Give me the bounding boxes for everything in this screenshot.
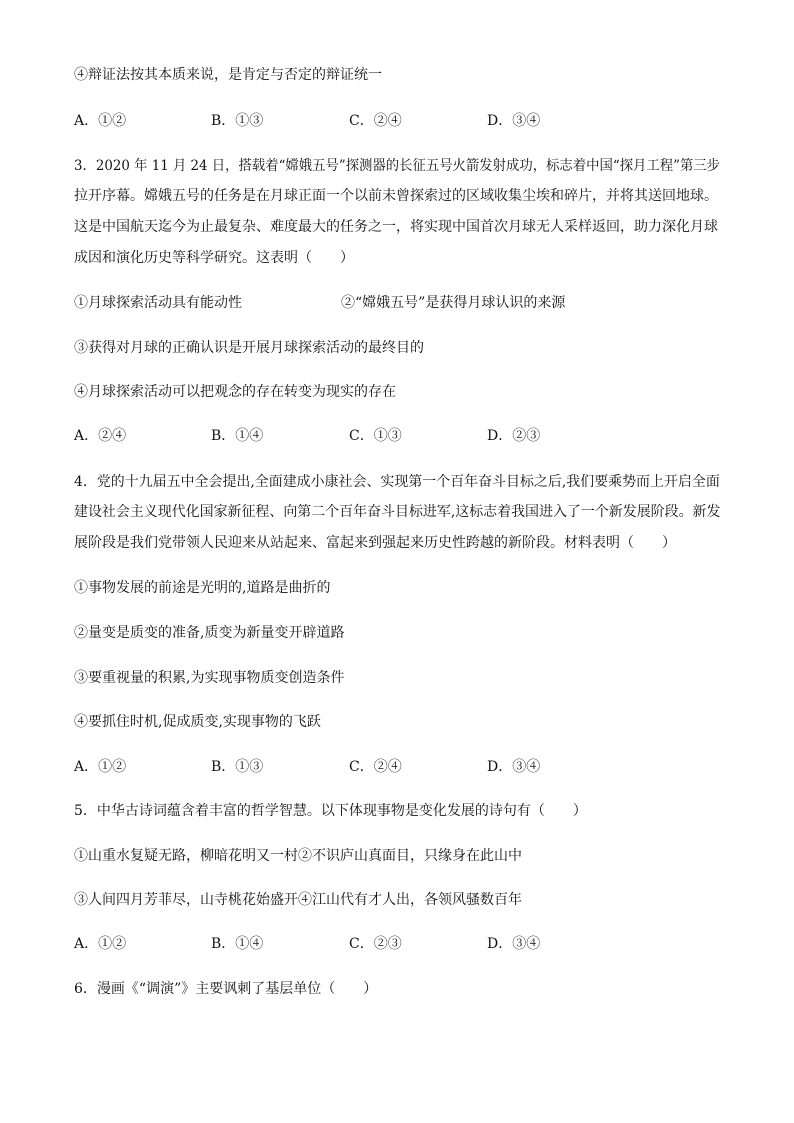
q2-statement-4: ④辩证法按其本质来说，是肯定与否定的辩证统一 (74, 67, 382, 83)
q3-option-a: A．②④ (74, 428, 127, 444)
q4-option-a: A．①② (74, 759, 127, 775)
q2-option-b: B．①③ (211, 113, 264, 129)
q3-stem-line-3: 这是中国航天迄今为止最复杂、难度最大的任务之一，将实现中国首次月球无人采样返回，助力深化月球 (74, 219, 718, 235)
q4-statement-4: ④要抓住时机,促成质变,实现事物的飞跃 (74, 714, 321, 730)
q5-option-d: D．③④ (487, 936, 541, 952)
q3-stem-line-1: 3．2020 年 11 月 24 日，搭载着“嫦娥五号”探测器的长征五号火箭发射成功，标志着中国“探月工程”第三步 (74, 158, 721, 174)
q5-stem: 5．中华古诗词蕴含着丰富的哲学智慧。以下体现事物是变化发展的诗句有（ ） (74, 803, 587, 819)
q5-option-c: C．②③ (349, 936, 402, 952)
q3-stem-line-2: 拉开序幕。嫦娥五号的任务是在月球正面一个以前未曾探索过的区域收集尘埃和碎片，并将其送回地球。 (74, 188, 718, 204)
q3-stem-line-4: 成因和演化历史等科学研究。这表明（ ） (74, 250, 354, 266)
q2-option-a: A．①② (74, 113, 127, 129)
q3-option-b: B．①④ (211, 428, 264, 444)
q4-stem-line-1: 4．党的十九届五中全会提出,全面建成小康社会、实现第一个百年奋斗目标之后,我们要乘势而上开启全面 (74, 474, 720, 490)
q2-option-d: D．③④ (487, 113, 541, 129)
q4-stem-line-2: 建设社会主义现代化国家新征程、向第二个百年奋斗目标进军,这标志着我国进入了一个新发展阶段。新发 (74, 504, 721, 520)
q4-statement-3: ③要重视量的积累,为实现事物质变创造条件 (74, 670, 345, 686)
q5-statements-row-1: ①山重水复疑无路，柳暗花明又一村②不识庐山真面目，只缘身在此山中 (74, 848, 522, 864)
q5-statements-row-2: ③人间四月芳菲尽，山寺桃花始盛开④江山代有才人出，各领风骚数百年 (74, 892, 522, 908)
q3-statement-4: ④月球探索活动可以把观念的存在转变为现实的存在 (74, 384, 396, 400)
q4-option-d: D．③④ (487, 759, 541, 775)
q4-statement-2: ②量变是质变的准备,质变为新量变开辟道路 (74, 625, 345, 641)
q4-option-b: B．①③ (211, 759, 264, 775)
q4-option-c: C．②④ (349, 759, 402, 775)
q3-statement-3: ③获得对月球的正确认识是开展月球探索活动的最终目的 (74, 340, 424, 356)
q3-option-d: D．②③ (487, 428, 541, 444)
q4-statement-1: ①事物发展的前途是光明的,道路是曲折的 (74, 580, 331, 596)
q5-option-b: B．①④ (211, 936, 264, 952)
q5-option-a: A．①② (74, 936, 127, 952)
q6-stem: 6．漫画《“调演”》主要讽刺了基层单位（ ） (74, 981, 378, 997)
q3-statement-2: ②“嫦娥五号”是获得月球认识的来源 (341, 295, 566, 311)
q3-statement-1: ①月球探索活动具有能动性 (74, 295, 242, 311)
q4-stem-line-3: 展阶段是我们党带领人民迎来从站起来、富起来到强起来历史性跨越的新阶段。材料表明（ ） (74, 535, 676, 551)
q3-option-c: C．①③ (349, 428, 402, 444)
q2-option-c: C．②④ (349, 113, 402, 129)
